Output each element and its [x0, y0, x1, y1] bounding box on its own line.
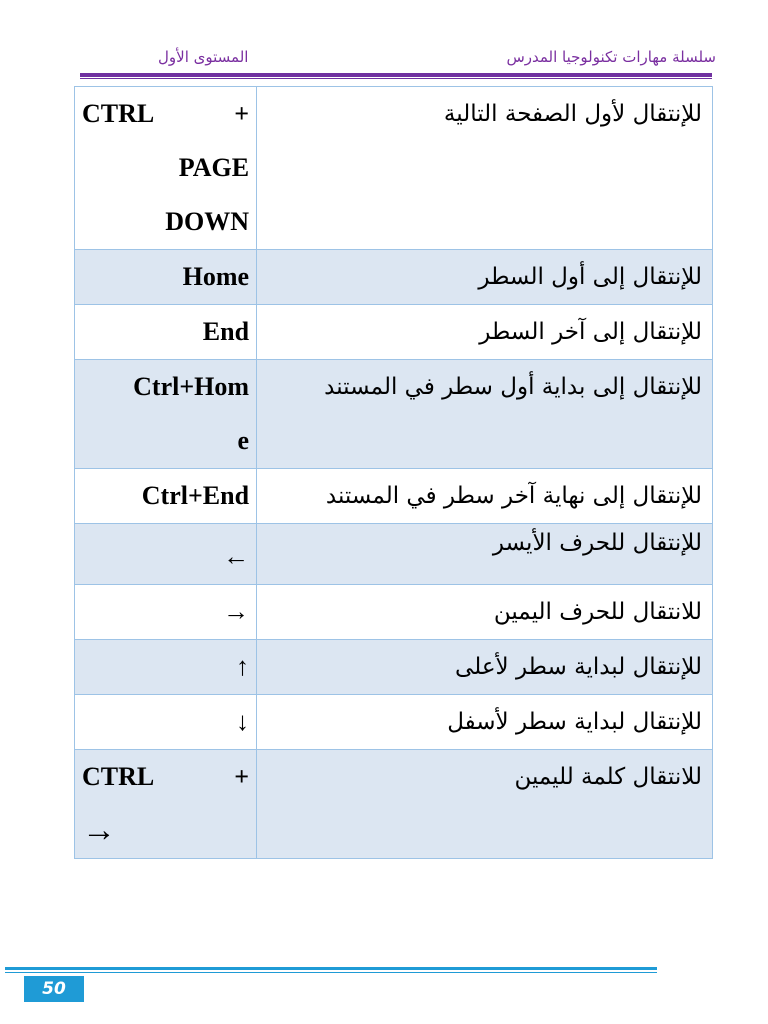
table-row	[75, 585, 713, 640]
shortcut-description: للإنتقال إلى آخر السطر	[257, 305, 713, 360]
shortcut-key-cell	[75, 750, 257, 859]
header-divider-thin	[80, 78, 712, 79]
shortcut-key-cell	[75, 360, 257, 469]
shortcut-description: للانتقال كلمة لليمين	[257, 750, 713, 859]
key-text: +	[234, 762, 250, 791]
table-row	[75, 695, 713, 750]
shortcut-key-cell: Home	[75, 250, 257, 305]
table-row	[75, 524, 713, 585]
shortcut-description: للانتقال للحرف اليمين	[257, 585, 713, 640]
header-divider	[80, 73, 712, 77]
down-arrow-icon: ↓	[75, 695, 257, 750]
right-arrow-icon: →	[75, 585, 257, 640]
shortcut-description: للإنتقال إلى أول السطر	[257, 250, 713, 305]
shortcut-table	[74, 86, 713, 859]
table-row	[75, 360, 713, 469]
table-row	[75, 250, 713, 305]
table-row	[75, 469, 713, 524]
shortcut-description: للإنتقال للحرف الأيسر	[257, 524, 713, 585]
shortcut-description: للإنتقال إلى نهاية آخر سطر في المستند	[257, 469, 713, 524]
header-level-title: المستوى الأول	[158, 48, 249, 66]
key-text: CTRL	[82, 99, 155, 128]
table-row	[75, 640, 713, 695]
shortcut-key-cell: Ctrl+End	[75, 469, 257, 524]
shortcut-key-cell: End	[75, 305, 257, 360]
key-text: e	[237, 426, 250, 455]
table-row	[75, 305, 713, 360]
table-row	[75, 87, 713, 250]
key-text: DOWN	[165, 207, 250, 236]
shortcut-description: للإنتقال لبداية سطر لأسفل	[257, 695, 713, 750]
right-arrow-icon: →	[82, 812, 116, 849]
shortcut-key-cell	[75, 87, 257, 250]
key-text: PAGE	[178, 153, 250, 182]
key-text: CTRL	[82, 762, 155, 791]
table-row	[75, 750, 713, 859]
key-text: +	[234, 99, 250, 128]
header-series-title: سلسلة مهارات تكنولوجيا المدرس	[506, 48, 716, 66]
shortcut-description: للإنتقال لأول الصفحة التالية	[257, 87, 713, 250]
page-number: 50	[24, 976, 84, 1002]
footer-divider-thin	[5, 972, 657, 973]
left-arrow-icon: ←	[75, 524, 257, 585]
shortcut-description: للإنتقال لبداية سطر لأعلى	[257, 640, 713, 695]
key-text: Ctrl+Hom	[133, 372, 250, 401]
up-arrow-icon: ↑	[75, 640, 257, 695]
footer-divider	[5, 967, 657, 970]
shortcut-description: للإنتقال إلى بداية أول سطر في المستند	[257, 360, 713, 469]
